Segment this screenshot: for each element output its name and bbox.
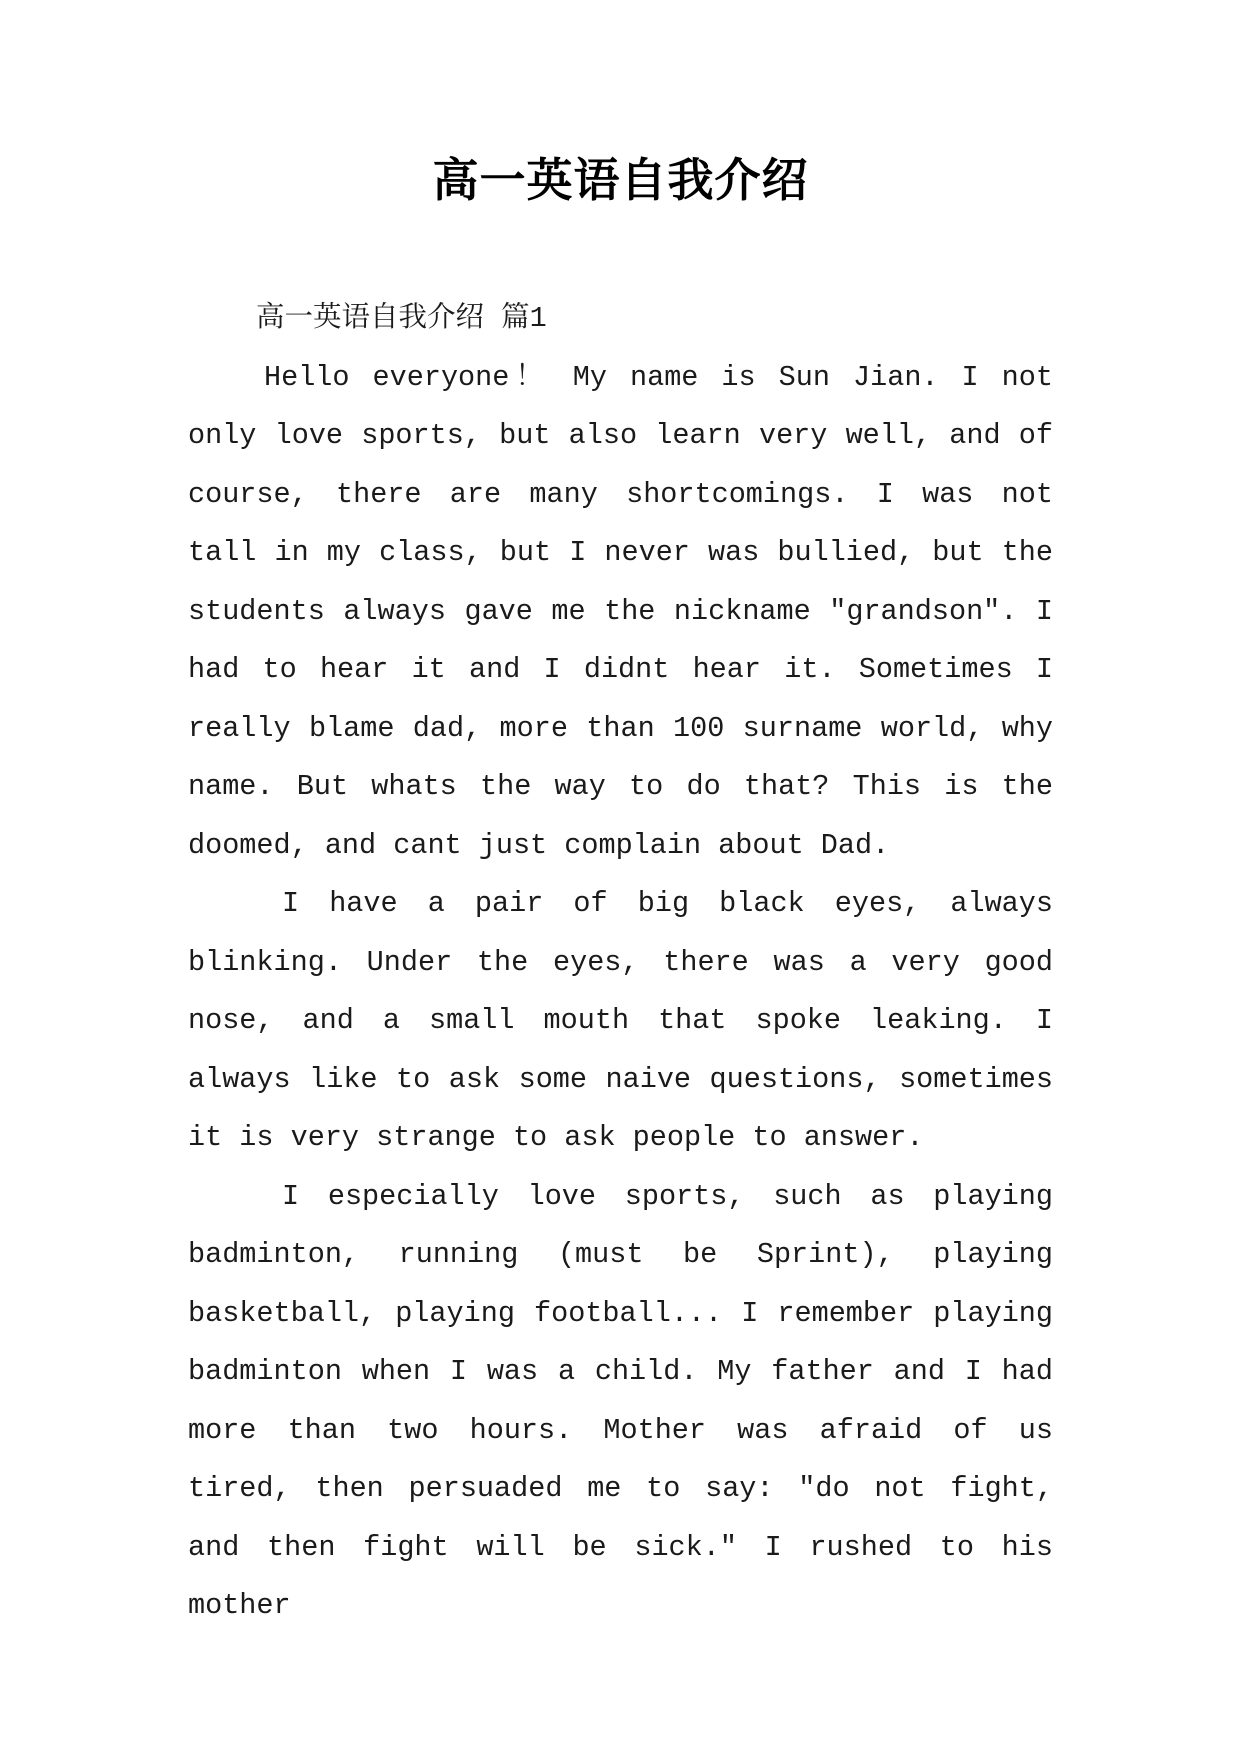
- paragraph-3: I especially love sports, such as playing badminton, running (must be Sprint), playing basketball, playing football... I remember playing badminton when I was a child. My father and I had more than two hours. Mother was afraid of us tired, then persuaded me to say: "do not fight, and then fight will be sick." I rushed to his mother: [188, 1179, 1053, 1622]
- document-body: [188, 290, 1053, 1636]
- document-title: 高一英语自我介绍: [432, 153, 809, 207]
- paragraph-1: Hello everyone！ My name is Sun Jian. I not only love sports, but also learn very well, and of course, there are many shortcomings. I was not tall in my class, but I never was bullied, but the students always gave me the nickname "grandson". I had to hear it and I didnt hear it. Sometimes I really blame dad, more than 100 surname world, why name. But whats the way to do that? This is the doomed, and cant just complain about Dad.: [188, 360, 1053, 862]
- section-heading: 高一英语自我介绍 篇1: [256, 302, 547, 335]
- paragraph-2: I have a pair of big black eyes, always blinking. Under the eyes, there was a very good nose, and a small mouth that spoke leaking. I always like to ask some naive questions, sometimes it is very strange to ask people to answer.: [188, 887, 1053, 1154]
